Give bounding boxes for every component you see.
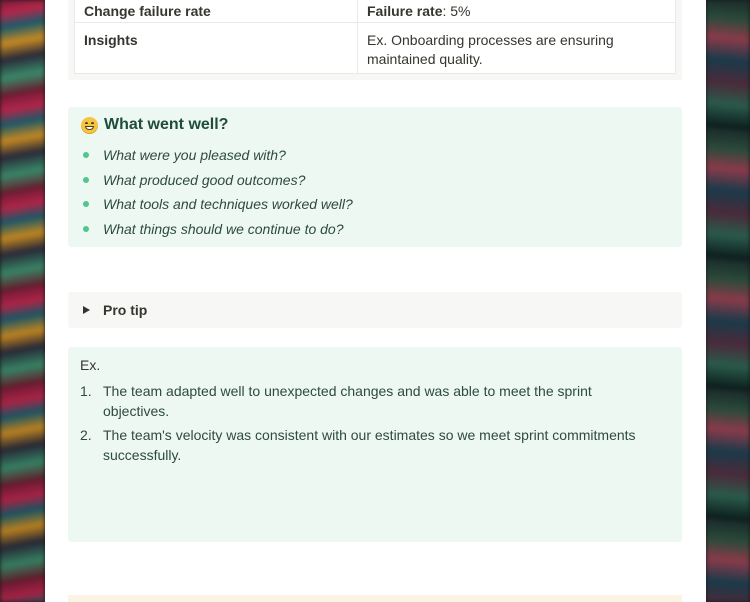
went-well-list bbox=[81, 145, 353, 243]
example-label[interactable]: Ex. bbox=[80, 357, 101, 373]
table-cell-value[interactable] bbox=[358, 0, 676, 22]
list-item[interactable] bbox=[81, 145, 353, 170]
table-cell-label[interactable]: Change failure rate bbox=[75, 0, 358, 22]
bullet-icon bbox=[83, 201, 89, 207]
failure-rate-value: : 5% bbox=[442, 3, 471, 19]
bullet-icon bbox=[83, 177, 89, 183]
document-page bbox=[45, 0, 706, 602]
bullet-icon bbox=[83, 226, 89, 232]
example-callout bbox=[68, 347, 682, 542]
example-list bbox=[80, 382, 660, 470]
toggle-triangle-icon[interactable] bbox=[83, 306, 90, 314]
table-cell-value[interactable]: Ex. Onboarding processes are ensuring maintained quality. bbox=[358, 22, 676, 73]
grinning-face-icon bbox=[81, 117, 98, 134]
pro-tip-toggle[interactable] bbox=[68, 292, 682, 328]
list-item[interactable] bbox=[81, 219, 353, 244]
list-item-text: The team adapted well to unexpected changes and was able to meet the sprint objectives. bbox=[103, 383, 592, 419]
metrics-table bbox=[74, 0, 676, 74]
list-item[interactable] bbox=[80, 426, 660, 465]
list-item-text: The team's velocity was consistent with our estimates so we meet sprint commitments successfully. bbox=[103, 427, 636, 463]
list-item-text: What were you pleased with? bbox=[103, 147, 286, 163]
table-row bbox=[75, 0, 676, 22]
bullet-icon bbox=[83, 152, 89, 158]
failure-rate-label: Failure rate bbox=[367, 3, 443, 19]
went-well-callout bbox=[68, 107, 682, 247]
table-row bbox=[75, 22, 676, 73]
list-item-text: What tools and techniques worked well? bbox=[103, 196, 353, 212]
list-item[interactable] bbox=[80, 382, 660, 421]
list-number: 1. bbox=[80, 383, 92, 399]
list-number: 2. bbox=[80, 427, 92, 443]
metrics-table-block bbox=[68, 0, 682, 80]
list-item-text: What produced good outcomes? bbox=[103, 171, 306, 188]
next-callout-edge bbox=[68, 595, 682, 602]
pro-tip-label: Pro tip bbox=[103, 302, 148, 318]
list-item[interactable] bbox=[81, 194, 353, 219]
table-cell-label[interactable]: Insights bbox=[75, 22, 358, 73]
background-right bbox=[706, 0, 750, 602]
went-well-heading bbox=[81, 116, 228, 134]
list-item-text: What things should we continue to do? bbox=[103, 220, 344, 237]
background-left bbox=[0, 0, 45, 602]
went-well-title: What went well? bbox=[104, 116, 229, 133]
list-item[interactable] bbox=[81, 170, 353, 195]
